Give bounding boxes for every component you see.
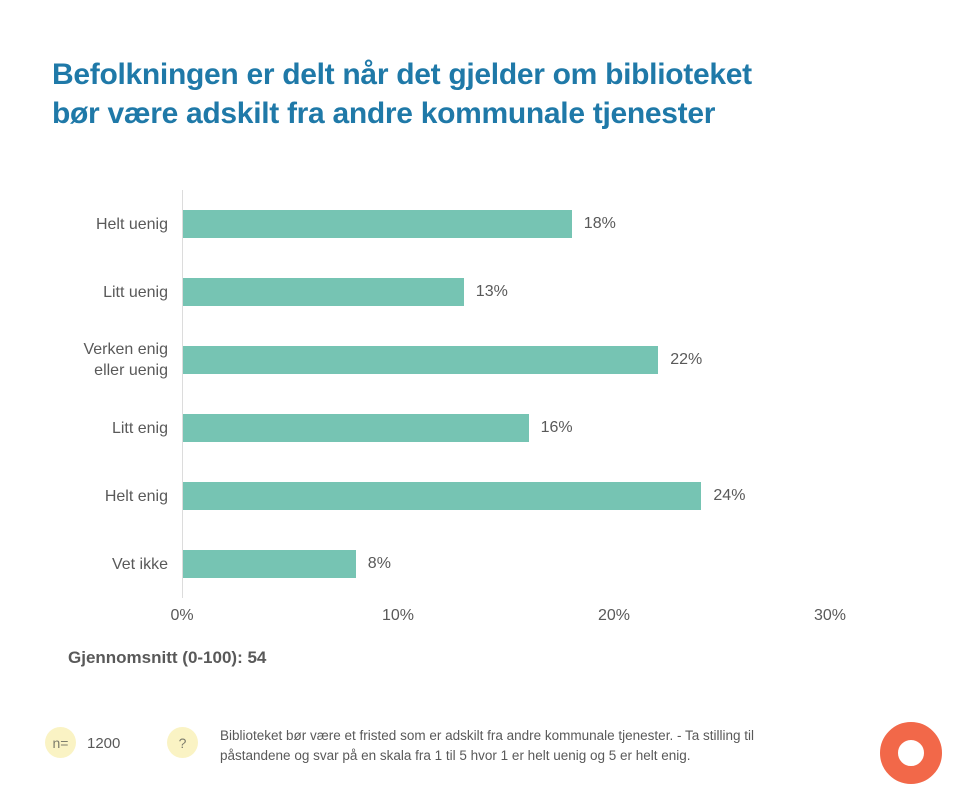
- page-title: [52, 55, 922, 133]
- category-label: Helt enig: [104, 487, 168, 505]
- value-label: 18%: [583, 215, 616, 232]
- sample-size-badge: n=: [45, 727, 76, 758]
- sample-size-value: 1200: [87, 735, 121, 752]
- chart-row: [52, 190, 912, 258]
- chart-row: [52, 326, 912, 394]
- x-tick: 0%: [170, 607, 194, 624]
- category-label: Litt enig: [111, 419, 168, 437]
- bar-cell: [182, 258, 912, 326]
- bar: [183, 210, 572, 238]
- chart-row: [52, 258, 912, 326]
- bar: [183, 414, 529, 442]
- chart-rows: [52, 190, 912, 598]
- bar: [183, 482, 701, 510]
- chart-row: [52, 394, 912, 462]
- x-axis: [170, 598, 912, 634]
- category-label: Litt uenig: [103, 283, 168, 301]
- x-tick: 10%: [381, 607, 415, 624]
- category-label: Vet ikke: [111, 555, 168, 573]
- bar-chart: [52, 190, 912, 634]
- value-label: 8%: [367, 555, 391, 572]
- bar-cell: [182, 530, 912, 598]
- value-label: 16%: [540, 419, 573, 436]
- question-text: Biblioteket bør være et fristed som er adskilt fra andre kommunale tjenester. - Ta stilling til påstandene og svar på en skala fra 1 til 5 hvor 1 er helt uenig og 5 er helt enig.: [220, 728, 754, 763]
- bar: [183, 346, 658, 374]
- bar-cell: [182, 190, 912, 258]
- bar: [183, 550, 356, 578]
- chart-row: [52, 462, 912, 530]
- help-icon[interactable]: ?: [167, 727, 198, 758]
- bar-cell: [182, 462, 912, 530]
- bar-cell: [182, 394, 912, 462]
- category-label: Verken enig eller uenig: [83, 341, 168, 379]
- bar-cell: [182, 326, 912, 394]
- x-tick: 20%: [597, 607, 631, 624]
- bar: [183, 278, 464, 306]
- value-label: 13%: [475, 283, 508, 300]
- value-label: 24%: [713, 487, 746, 504]
- page-title-line-2: bør være adskilt fra andre kommunale tjenester: [52, 97, 716, 130]
- category-label: Helt uenig: [95, 215, 168, 233]
- value-label: 22%: [670, 351, 703, 368]
- chart-row: [52, 530, 912, 598]
- page-title-line-1: Befolkningen er delt når det gjelder om biblioteket: [52, 58, 752, 91]
- logo-ring-icon: [880, 722, 942, 784]
- x-tick: 30%: [813, 607, 847, 624]
- average-label: Gjennomsnitt (0-100): 54: [68, 648, 267, 667]
